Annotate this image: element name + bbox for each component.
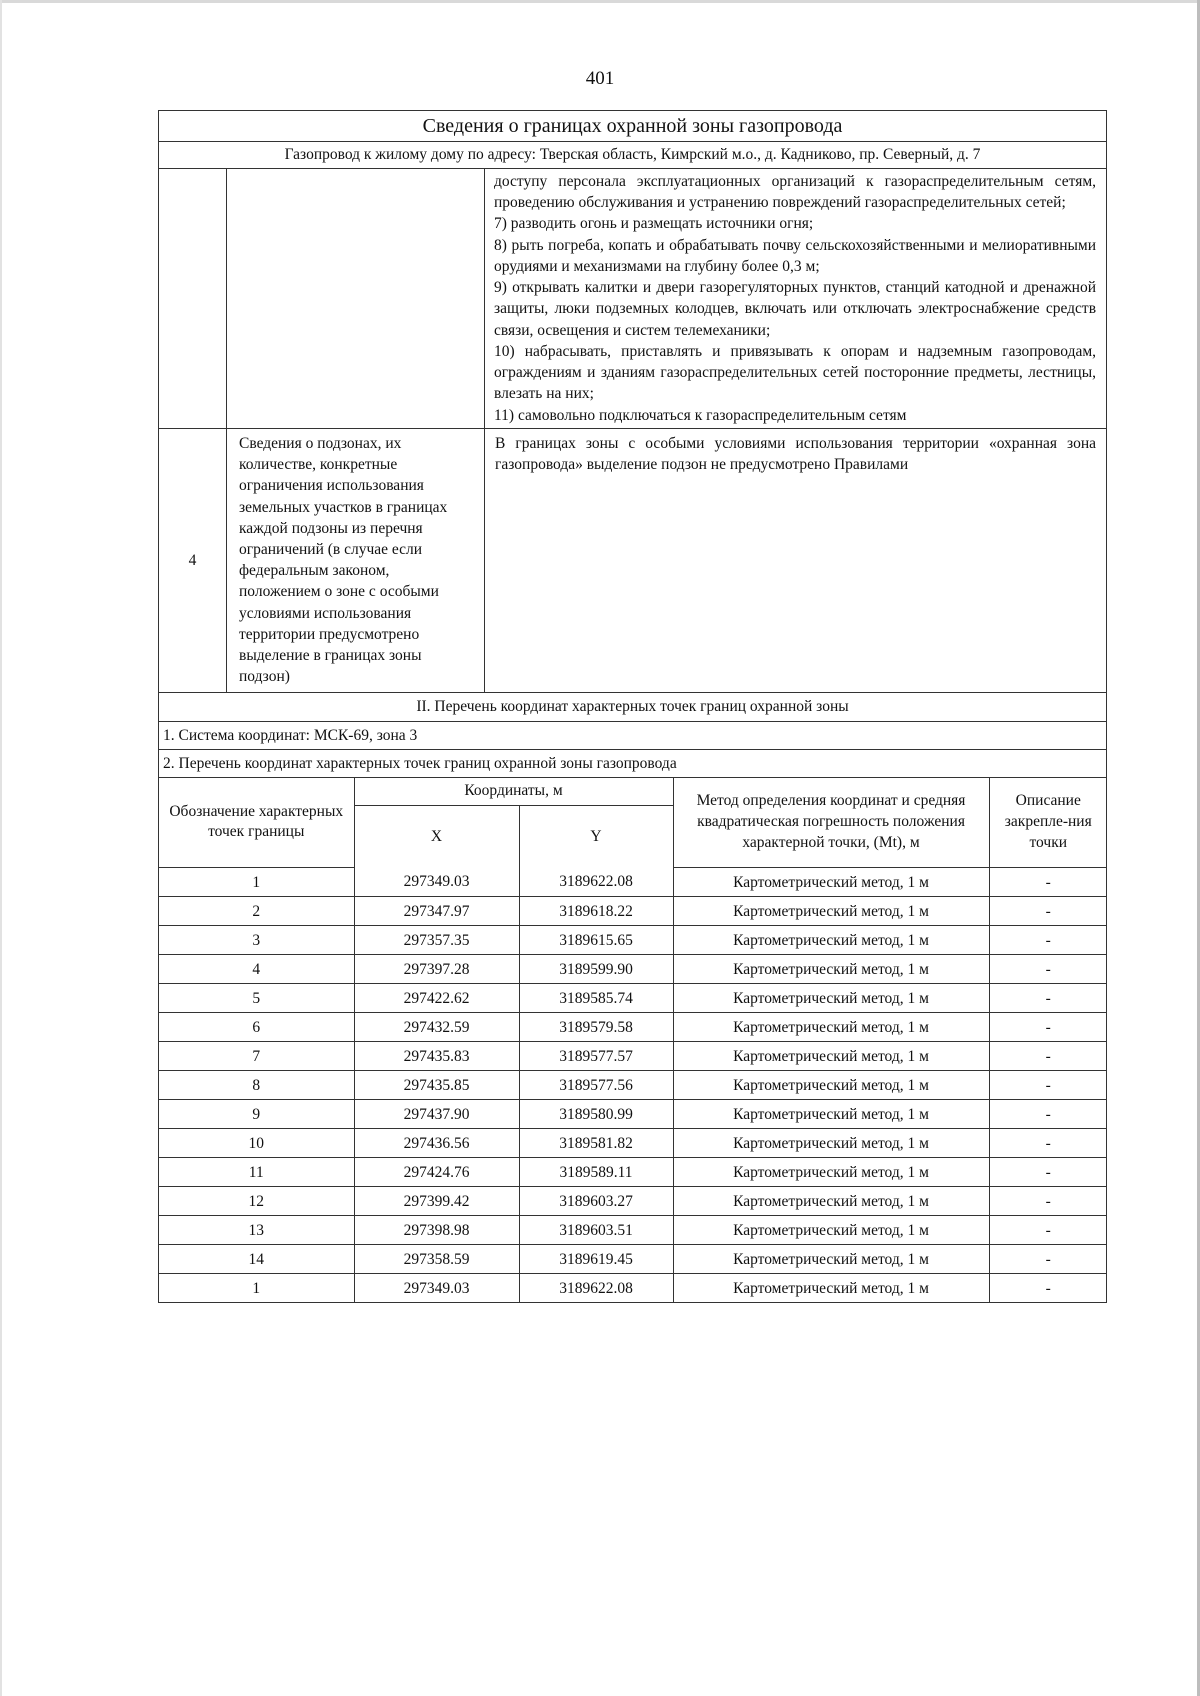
y-cell: 3189618.22 bbox=[519, 897, 673, 926]
coordinate-row bbox=[159, 868, 1107, 897]
x-cell: 297358.59 bbox=[354, 1245, 519, 1274]
point-cell: 12 bbox=[159, 1187, 354, 1216]
object-name-row bbox=[159, 142, 1107, 169]
empty-number-cell bbox=[159, 169, 227, 429]
row-number: 4 bbox=[159, 428, 227, 692]
method-cell: Картометрический метод, 1 м bbox=[673, 1129, 989, 1158]
method-cell: Картометрический метод, 1 м bbox=[673, 1042, 989, 1071]
y-cell: 3189589.11 bbox=[519, 1158, 673, 1187]
method-cell: Картометрический метод, 1 м bbox=[673, 1216, 989, 1245]
method-cell: Картометрический метод, 1 м bbox=[673, 1158, 989, 1187]
x-cell: 297436.56 bbox=[354, 1129, 519, 1158]
restrictions-list bbox=[485, 169, 1107, 429]
coordinate-row bbox=[159, 1245, 1107, 1274]
description-cell: - bbox=[989, 955, 1107, 984]
coordinate-system-row bbox=[159, 721, 1107, 749]
description-cell: - bbox=[989, 1274, 1107, 1303]
section2-title: II. Перечень координат характерных точек границ охранной зоны bbox=[159, 692, 1107, 721]
point-cell: 3 bbox=[159, 926, 354, 955]
empty-label-cell bbox=[227, 169, 485, 429]
method-cell: Картометрический метод, 1 м bbox=[673, 868, 989, 897]
col-header-point: Обозначение характерных точек границы bbox=[159, 778, 354, 868]
restriction-item: 9) открывать калитки и двери газорегуляторных пунктов, станций катодной и дренажной защиты, люки подземных колодцев, включать или отключать электроснабжение средств связи, освещения и систем телемеханики; bbox=[494, 279, 1097, 339]
y-cell: 3189615.65 bbox=[519, 926, 673, 955]
description-cell: - bbox=[989, 1158, 1107, 1187]
coordinate-row bbox=[159, 984, 1107, 1013]
description-cell: - bbox=[989, 926, 1107, 955]
point-cell: 5 bbox=[159, 984, 354, 1013]
y-cell: 3189622.08 bbox=[519, 868, 673, 897]
point-cell: 13 bbox=[159, 1216, 354, 1245]
col-header-y: Y bbox=[519, 806, 673, 868]
point-cell: 14 bbox=[159, 1245, 354, 1274]
coords-table-row bbox=[159, 777, 1107, 1303]
restriction-item: 8) рыть погреба, копать и обрабатывать почву сельскохозяйственными и мелиоративными орудиями и механизмами на глубину более 0,3 м; bbox=[494, 236, 1097, 275]
description-cell: - bbox=[989, 1245, 1107, 1274]
point-cell: 11 bbox=[159, 1158, 354, 1187]
description-cell: - bbox=[989, 1042, 1107, 1071]
coords-header-row bbox=[159, 778, 1107, 806]
page-number: 401 bbox=[585, 68, 615, 89]
y-cell: 3189603.51 bbox=[519, 1216, 673, 1245]
description-cell: - bbox=[989, 984, 1107, 1013]
y-cell: 3189577.57 bbox=[519, 1042, 673, 1071]
col-header-coordinates: Координаты, м bbox=[354, 778, 673, 806]
section2-title-row bbox=[159, 692, 1107, 721]
point-cell: 8 bbox=[159, 1071, 354, 1100]
y-cell: 3189581.82 bbox=[519, 1129, 673, 1158]
description-cell: - bbox=[989, 1071, 1107, 1100]
coordinate-list-caption: 2. Перечень координат характерных точек границ охранной зоны газопровода bbox=[159, 749, 1107, 777]
coordinate-row bbox=[159, 955, 1107, 984]
y-cell: 3189585.74 bbox=[519, 984, 673, 1013]
y-cell: 3189619.45 bbox=[519, 1245, 673, 1274]
scan-edge-left bbox=[0, 0, 2, 1696]
coordinate-row bbox=[159, 1158, 1107, 1187]
row-label: Сведения о подзонах, их количестве, конкретные ограничения использования земельных участков в границах каждой подзоны из перечня ограничений (в случае если федеральным законом, положением о зоне с особыми условиями использования территории предусмотрено выделение в границах зоны подзон) bbox=[227, 428, 485, 692]
x-cell: 297347.97 bbox=[354, 897, 519, 926]
x-cell: 297432.59 bbox=[354, 1013, 519, 1042]
description-cell: - bbox=[989, 1100, 1107, 1129]
x-cell: 297435.85 bbox=[354, 1071, 519, 1100]
y-cell: 3189622.08 bbox=[519, 1274, 673, 1303]
restriction-item: доступу персонала эксплуатационных организаций к газораспределительным сетям, проведению обслуживания и устранению повреждений газораспределительных сетей; bbox=[494, 173, 1097, 212]
method-cell: Картометрический метод, 1 м bbox=[673, 1274, 989, 1303]
x-cell: 297437.90 bbox=[354, 1100, 519, 1129]
point-cell: 4 bbox=[159, 955, 354, 984]
method-cell: Картометрический метод, 1 м bbox=[673, 1071, 989, 1100]
coordinate-row bbox=[159, 1187, 1107, 1216]
x-cell: 297398.98 bbox=[354, 1216, 519, 1245]
method-cell: Картометрический метод, 1 м bbox=[673, 926, 989, 955]
coordinate-row bbox=[159, 897, 1107, 926]
coordinate-row bbox=[159, 1013, 1107, 1042]
description-cell: - bbox=[989, 1187, 1107, 1216]
point-cell: 10 bbox=[159, 1129, 354, 1158]
x-cell: 297357.35 bbox=[354, 926, 519, 955]
coordinate-system: 1. Система координат: МСК-69, зона 3 bbox=[159, 721, 1107, 749]
coordinate-row bbox=[159, 1216, 1107, 1245]
coordinate-row bbox=[159, 1129, 1107, 1158]
point-cell: 2 bbox=[159, 897, 354, 926]
y-cell: 3189603.27 bbox=[519, 1187, 673, 1216]
col-header-method: Метод определения координат и средняя квадратическая погрешность положения характерной точки, (Mt), м bbox=[673, 778, 989, 868]
object-name: Газопровод к жилому дому по адресу: Тверская область, Кимрский м.о., д. Кадниково, пр. Северный, д. 7 bbox=[159, 142, 1107, 169]
method-cell: Картометрический метод, 1 м bbox=[673, 897, 989, 926]
subzones-row bbox=[159, 428, 1107, 692]
x-cell: 297349.03 bbox=[354, 1274, 519, 1303]
row-value: В границах зоны с особыми условиями использования территории «охранная зона газопровода» выделение подзон не предусмотрено Правилами bbox=[485, 428, 1107, 692]
x-cell: 297422.62 bbox=[354, 984, 519, 1013]
coordinate-row bbox=[159, 1100, 1107, 1129]
method-cell: Картометрический метод, 1 м bbox=[673, 1187, 989, 1216]
col-header-description: Описание закрепле-ния точки bbox=[989, 778, 1107, 868]
method-cell: Картометрический метод, 1 м bbox=[673, 955, 989, 984]
method-cell: Картометрический метод, 1 м bbox=[673, 1013, 989, 1042]
y-cell: 3189579.58 bbox=[519, 1013, 673, 1042]
coords-body bbox=[159, 868, 1107, 1303]
point-cell: 6 bbox=[159, 1013, 354, 1042]
description-cell: - bbox=[989, 1013, 1107, 1042]
description-cell: - bbox=[989, 1129, 1107, 1158]
coordinate-row bbox=[159, 1071, 1107, 1100]
scan-edge-top bbox=[0, 0, 1200, 3]
x-cell: 297397.28 bbox=[354, 955, 519, 984]
coordinate-row bbox=[159, 926, 1107, 955]
table-title-row bbox=[159, 111, 1107, 142]
table-title: Сведения о границах охранной зоны газопровода bbox=[159, 111, 1107, 142]
x-cell: 297349.03 bbox=[354, 868, 519, 897]
point-cell: 1 bbox=[159, 1274, 354, 1303]
coordinate-list-row bbox=[159, 749, 1107, 777]
x-cell: 297399.42 bbox=[354, 1187, 519, 1216]
description-cell: - bbox=[989, 897, 1107, 926]
coordinate-row bbox=[159, 1274, 1107, 1303]
point-cell: 1 bbox=[159, 868, 354, 897]
description-cell: - bbox=[989, 868, 1107, 897]
method-cell: Картометрический метод, 1 м bbox=[673, 1245, 989, 1274]
y-cell: 3189580.99 bbox=[519, 1100, 673, 1129]
y-cell: 3189577.56 bbox=[519, 1071, 673, 1100]
y-cell: 3189599.90 bbox=[519, 955, 673, 984]
restriction-item: 10) набрасывать, приставлять и привязывать к опорам и надземным газопроводам, ограждениям и зданиям газораспределительных сетей посторонние предметы, лестницы, влезать на них; bbox=[494, 342, 1097, 403]
coordinate-row bbox=[159, 1042, 1107, 1071]
coords-table-cell bbox=[159, 777, 1107, 1303]
point-cell: 9 bbox=[159, 1100, 354, 1129]
col-header-x: X bbox=[354, 806, 519, 868]
restriction-item: 7) разводить огонь и размещать источники огня; bbox=[494, 215, 814, 233]
restriction-item: 11) самовольно подключаться к газораспределительным сетям bbox=[494, 406, 907, 424]
coordinates-table bbox=[159, 778, 1107, 1303]
method-cell: Картометрический метод, 1 м bbox=[673, 1100, 989, 1129]
zone-info-table bbox=[158, 110, 1107, 1303]
method-cell: Картометрический метод, 1 м bbox=[673, 984, 989, 1013]
x-cell: 297424.76 bbox=[354, 1158, 519, 1187]
restrictions-continued-row bbox=[159, 169, 1107, 429]
x-cell: 297435.83 bbox=[354, 1042, 519, 1071]
description-cell: - bbox=[989, 1216, 1107, 1245]
point-cell: 7 bbox=[159, 1042, 354, 1071]
